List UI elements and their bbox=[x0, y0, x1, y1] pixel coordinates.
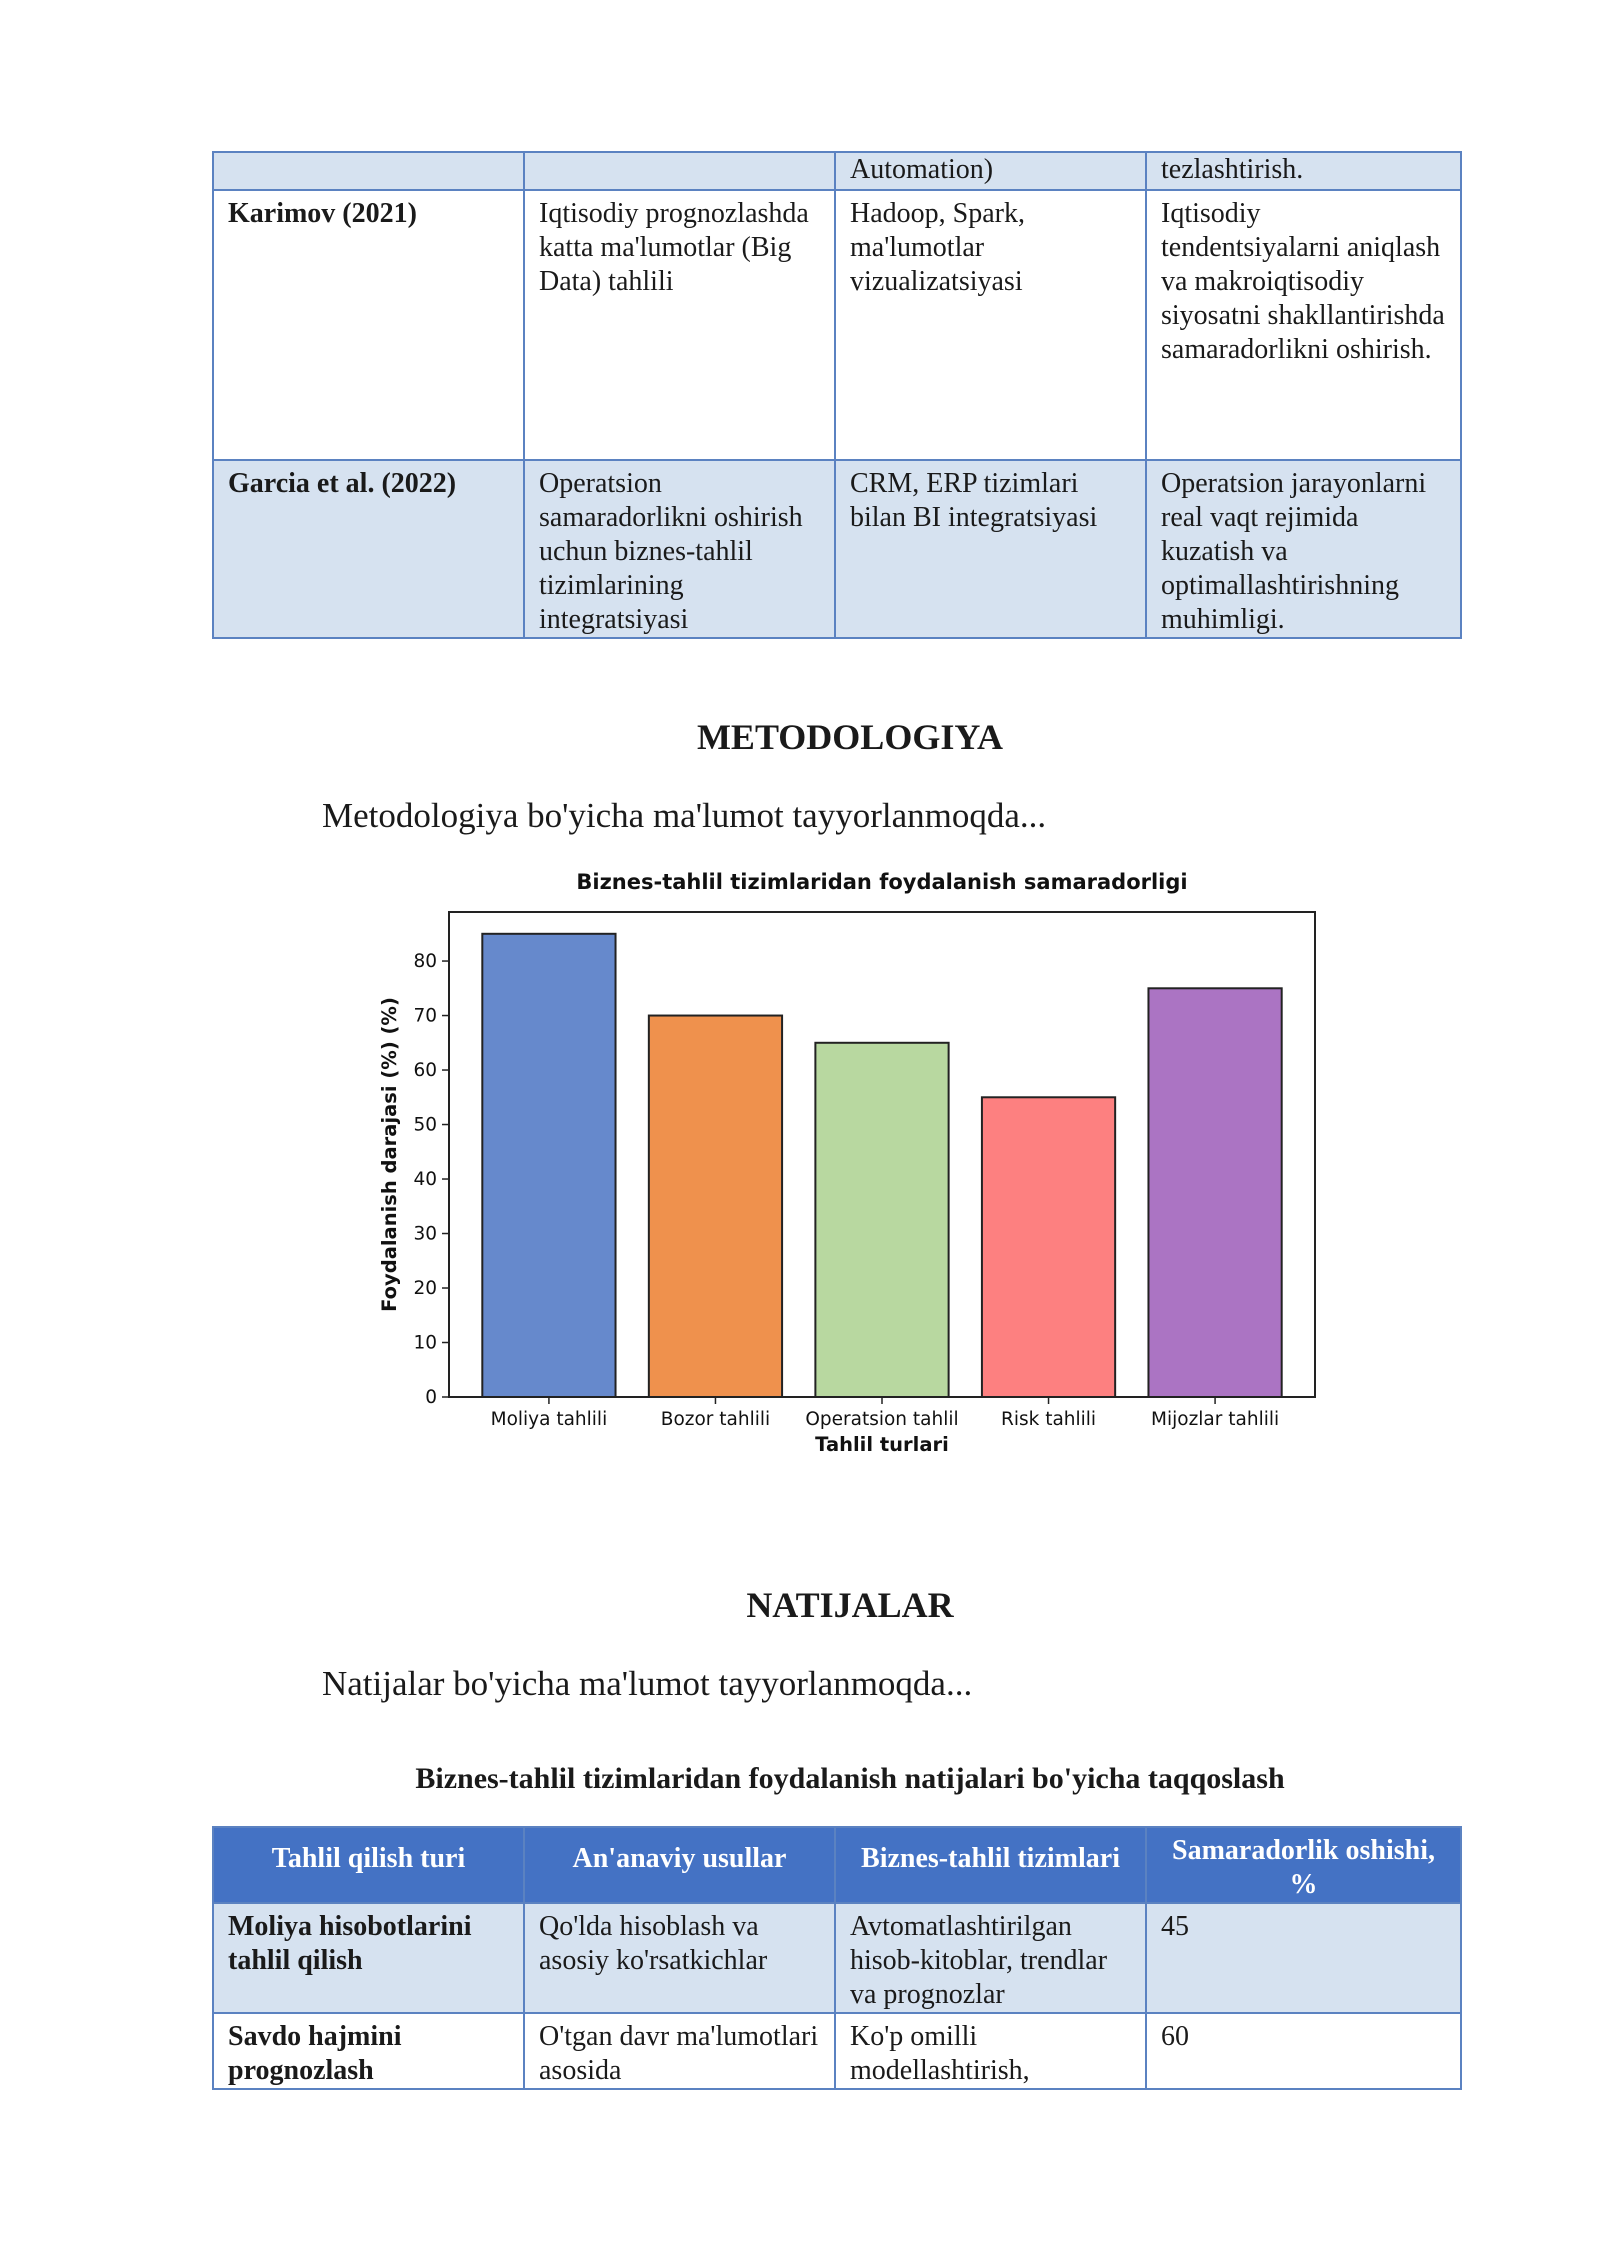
comparison-table bbox=[212, 1826, 1462, 2090]
plot-frame bbox=[449, 912, 1315, 1397]
chart-bar bbox=[982, 1097, 1115, 1397]
topic-cell bbox=[524, 152, 835, 190]
section-heading: NATIJALAR bbox=[746, 1585, 954, 1625]
section-text: Natijalar bo'yicha ma'lumot tayyorlanmoqda... bbox=[322, 1664, 973, 1703]
x-axis-label: Tahlil turlari bbox=[815, 1433, 949, 1456]
column-header: Tahlil qilish turi bbox=[213, 1827, 524, 1903]
topic-cell: Iqtisodiy prognozlashda katta ma'lumotlar (Big Data) tahlili bbox=[524, 190, 835, 460]
bi-systems-cell: Ko'p omilli modellashtirish, bbox=[835, 2013, 1146, 2089]
chart-bar bbox=[1148, 988, 1281, 1397]
result-cell: Operatsion jarayonlarni real vaqt rejimida kuzatish va optimallashtirishning muhimligi. bbox=[1146, 460, 1461, 638]
x-tick-label: Moliya tahlili bbox=[490, 1409, 608, 1430]
efficiency-cell: 45 bbox=[1146, 1903, 1461, 2013]
author-cell: Garcia et al. (2022) bbox=[213, 460, 524, 638]
tools-cell: Automation) bbox=[835, 152, 1146, 190]
traditional-cell: O'tgan davr ma'lumotlari asosida bbox=[524, 2013, 835, 2089]
tools-cell: Hadoop, Spark, ma'lumotlar vizualizatsiyasi bbox=[835, 190, 1146, 460]
column-header: Biznes-tahlil tizimlari bbox=[835, 1827, 1146, 1903]
x-tick-label: Mijozlar tahlili bbox=[1151, 1409, 1280, 1430]
literature-table bbox=[212, 151, 1462, 639]
result-cell: Iqtisodiy tendentsiyalarni aniqlash va makroiqtisodiy siyosatni shakllantirishda samaradorlikni oshirish. bbox=[1146, 190, 1461, 460]
bi-systems-cell: Avtomatlashtirilgan hisob-kitoblar, trendlar va prognozlar bbox=[835, 1903, 1146, 2013]
table-row bbox=[213, 190, 1461, 460]
table-row bbox=[213, 460, 1461, 638]
analysis-type-cell: Savdo hajmini prognozlash bbox=[213, 2013, 524, 2089]
table-caption: Biznes-tahlil tizimlaridan foydalanish natijalari bo'yicha taqqoslash bbox=[415, 1762, 1285, 1795]
y-tick-label: 50 bbox=[413, 1114, 437, 1136]
efficiency-cell: 60 bbox=[1146, 2013, 1461, 2089]
topic-cell: Operatsion samaradorlikni oshirish uchun biznes-tahlil tizimlarining integratsiyasi bbox=[524, 460, 835, 638]
chart-bar bbox=[482, 934, 615, 1397]
x-tick-label: Bozor tahlili bbox=[660, 1409, 771, 1430]
section-text: Metodologiya bo'yicha ma'lumot tayyorlanmoqda... bbox=[322, 796, 1047, 835]
table-header-row bbox=[213, 1827, 1461, 1903]
chart-bar bbox=[815, 1043, 948, 1397]
x-tick-label: Operatsion tahlil bbox=[805, 1409, 959, 1430]
y-tick-label: 30 bbox=[413, 1223, 437, 1245]
y-tick-label: 80 bbox=[413, 951, 437, 973]
column-header: An'anaviy usullar bbox=[524, 1827, 835, 1903]
tools-cell: CRM, ERP tizimlari bilan BI integratsiyasi bbox=[835, 460, 1146, 638]
table-row bbox=[213, 1903, 1461, 2013]
y-tick-label: 10 bbox=[413, 1332, 437, 1354]
result-cell: tezlashtirish. bbox=[1146, 152, 1461, 190]
y-tick-label: 70 bbox=[413, 1005, 437, 1027]
chart-bar bbox=[649, 1016, 782, 1397]
table-row bbox=[213, 152, 1461, 190]
y-tick-label: 60 bbox=[413, 1060, 437, 1082]
table-row bbox=[213, 2013, 1461, 2089]
y-tick-label: 0 bbox=[425, 1387, 437, 1408]
x-tick-label: Risk tahlili bbox=[1000, 1409, 1097, 1430]
author-cell bbox=[213, 152, 524, 190]
author-cell: Karimov (2021) bbox=[213, 190, 524, 460]
column-header: Samaradorlik oshishi, % bbox=[1146, 1827, 1461, 1903]
y-tick-label: 20 bbox=[413, 1278, 437, 1300]
analysis-type-cell: Moliya hisobotlarini tahlil qilish bbox=[213, 1903, 524, 2013]
traditional-cell: Qo'lda hisoblash va asosiy ko'rsatkichlar bbox=[524, 1903, 835, 2013]
y-axis-label: Foydalanish darajasi (%) (%) bbox=[378, 997, 401, 1312]
y-tick-label: 40 bbox=[413, 1169, 437, 1191]
chart-title: Biznes-tahlil tizimlaridan foydalanish samaradorligi bbox=[576, 870, 1188, 894]
section-heading: METODOLOGIYA bbox=[696, 717, 1004, 757]
